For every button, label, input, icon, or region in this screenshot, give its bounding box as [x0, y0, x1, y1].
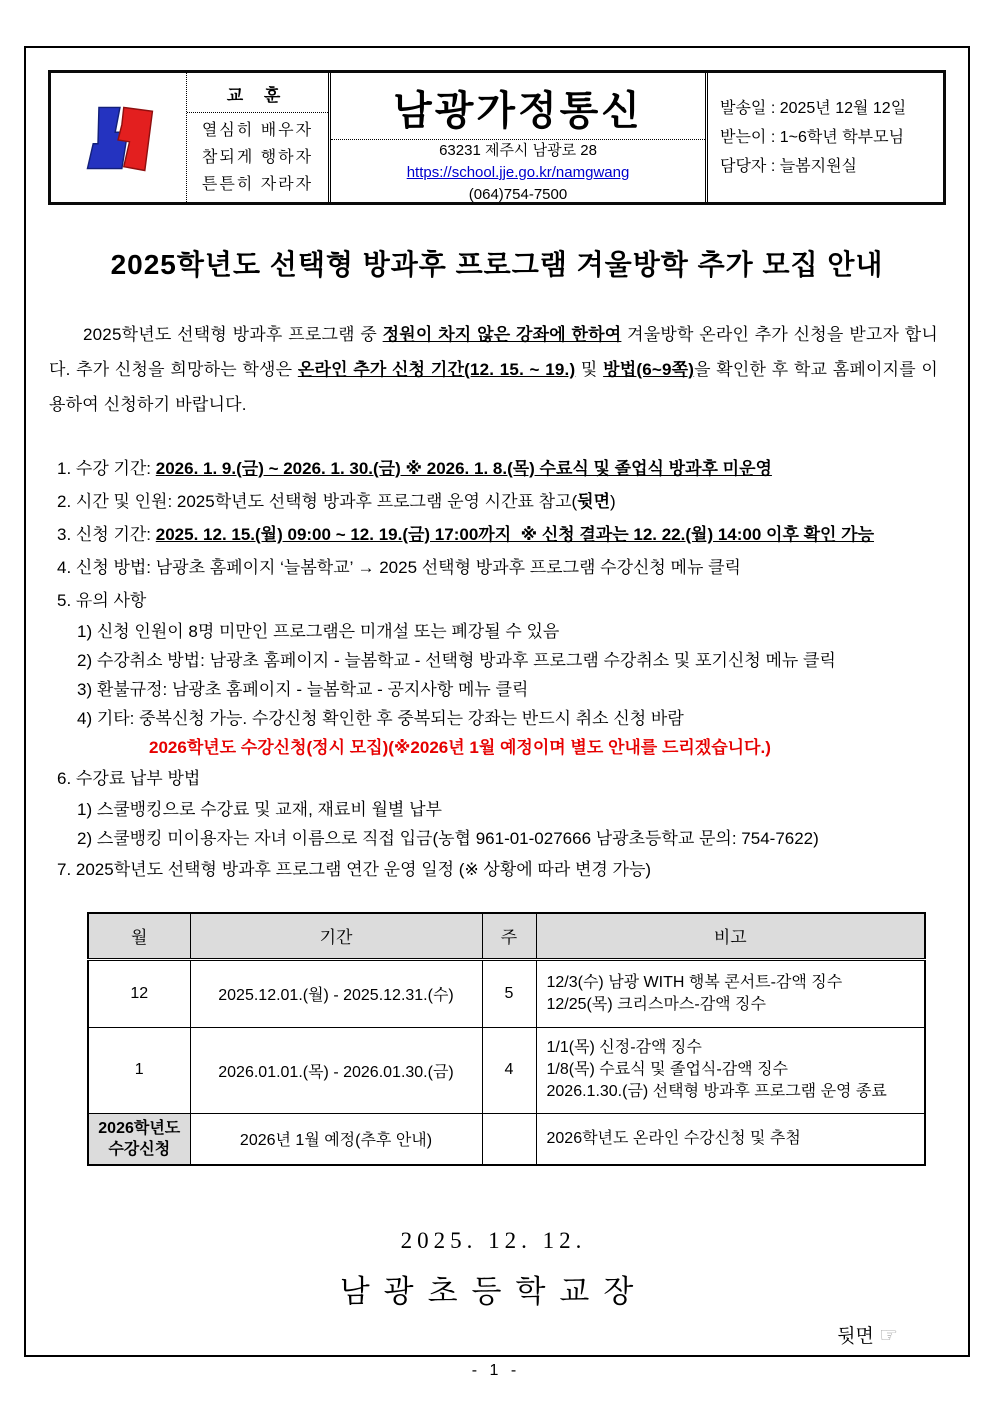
col-header-weeks: 주	[482, 913, 536, 959]
month-line: 2026학년도	[98, 1119, 181, 1137]
page-border	[24, 46, 970, 1357]
list-item-5-red-notice: 2026학년도 수강신청(정시 모집)(※2026년 1월 예정이며 별도 안내를 드리겠습니다.)	[149, 738, 771, 757]
document-body	[26, 317, 968, 1348]
table-row	[88, 1027, 925, 1113]
list-item-5-2: 2) 수강취소 방법: 남광초 홈페이지 - 늘봄학교 - 선택형 방과후 프로그램 수강취소 및 포기신청 메뉴 클릭	[77, 651, 836, 670]
table-header-row	[88, 913, 925, 959]
masthead-info-cell	[705, 73, 943, 202]
schedule-table	[87, 912, 926, 1166]
list-item-5-1: 1) 신청 인원이 8명 미만인 프로그램은 미개설 또는 폐강될 수 있음	[77, 622, 560, 641]
page-number: - 1 -	[471, 1362, 521, 1379]
list-item-3	[49, 518, 938, 551]
notice-list	[49, 452, 938, 886]
intro-emphasis: 방법(6~9쪽)	[603, 360, 695, 379]
month-cell	[88, 1113, 190, 1165]
notes-cell	[536, 1027, 925, 1113]
note-line: 12/3(수) 남광 WITH 행복 콘서트-감액 징수	[546, 973, 843, 991]
note-line: 2026학년도 온라인 수강신청 및 추첨	[546, 1129, 801, 1147]
newsletter-contact	[331, 140, 705, 206]
weeks-cell: 5	[482, 959, 536, 1027]
month-cell: 12	[88, 959, 190, 1027]
list-item-5-3: 3) 환불규정: 남광초 홈페이지 - 늘봄학교 - 공지사항 메뉴 클릭	[77, 680, 529, 699]
masthead-logo-cell	[51, 73, 186, 202]
notes-cell	[536, 1113, 925, 1165]
motto-lines	[187, 113, 328, 202]
masthead	[48, 70, 946, 205]
pointing-hand-icon: ☞	[879, 1324, 898, 1347]
list-item-6: 6. 수강료 납부 방법	[57, 769, 201, 788]
list-item-2	[49, 485, 938, 518]
list-item-5-4: 4) 기타: 중복신청 가능. 수강신청 확인한 후 중복되는 강좌는 반드시 취소 신청 바람	[77, 709, 684, 728]
note-line: 1/8(목) 수료식 및 졸업식-감액 징수	[546, 1061, 788, 1078]
list-item-6-1: 1) 스쿨뱅킹으로 수강료 및 교재, 재료비 월별 납부	[77, 800, 442, 819]
back-side-label: 뒷면	[837, 1326, 874, 1347]
month-cell: 1	[88, 1027, 190, 1113]
item-emphasis: 2025. 12. 15.(월) 09:00 ~ 12. 19.(금) 17:00까지 ※ 신청 결과는 12. 22.(월) 14:00 이후 확인 가능	[155, 525, 875, 544]
masthead-motto-cell	[186, 73, 328, 202]
note-line: 1/1(목) 신정-감액 징수	[546, 1039, 702, 1056]
item-label: 2. 시간 및 인원: 2025학년도 선택형 방과후 프로그램 운영 시간표 참고(	[57, 492, 578, 511]
period-cell: 2026년 1월 예정(추후 안내)	[190, 1113, 482, 1165]
weeks-cell	[482, 1113, 536, 1165]
recipient: 받는이 : 1~6학년 학부모님	[720, 129, 905, 146]
intro-text: 및	[575, 360, 604, 379]
list-item-5: 5. 유의 사항	[57, 591, 147, 610]
list-item-6-2: 2) 스쿨뱅킹 미이용자는 자녀 이름으로 직접 입금(농협 961-01-027666 남광초등학교 문의: 754-7622)	[77, 829, 819, 848]
item-emphasis: 2026. 1. 9.(금) ~ 2026. 1. 30.(금) ※ 2026. 1. 8.(목) 수료식 및 졸업식 방과후 미운영	[155, 459, 772, 478]
intro-text: 2025학년도 선택형 방과후 프로그램 중	[83, 325, 383, 344]
note-line: 2026.1.30.(금) 선택형 방과후 프로그램 운영 종료	[546, 1083, 887, 1100]
signature-principal: 남광초등학교장	[339, 1274, 648, 1309]
intro-emphasis: 정원이 차지 않은 강좌에 한하여	[382, 325, 622, 344]
intro-text: 을 확인한 후 학교 홈페이지를 이용하여 신청하기 바랍니다.	[49, 360, 939, 414]
item-text: )	[610, 492, 616, 511]
period-cell: 2026.01.01.(목) - 2026.01.30.(금)	[190, 1027, 482, 1113]
list-item-4: 4. 신청 방법: 남광초 홈페이지 ‘늘봄학교’ → 2025 선택형 방과후 프로그램 수강신청 메뉴 클릭	[57, 558, 741, 577]
newsletter-title: 남광가정통신	[331, 73, 705, 140]
table-row	[88, 959, 925, 1027]
col-header-period: 기간	[190, 913, 482, 959]
intro-emphasis: 온라인 추가 신청 기간(12. 15. ~ 19.)	[297, 360, 576, 379]
school-website-link[interactable]: https://school.jje.go.kr/namgwang	[406, 164, 630, 181]
col-header-notes: 비고	[536, 913, 925, 959]
list-item-7: 7. 2025학년도 선택형 방과후 프로그램 연간 운영 일정 (※ 상황에 따라 변경 가능)	[57, 860, 652, 879]
list-item-1	[49, 452, 938, 485]
send-date: 발송일 : 2025년 12월 12일	[720, 100, 907, 117]
month-line: 수강신청	[108, 1140, 171, 1158]
weeks-cell: 4	[482, 1027, 536, 1113]
period-cell: 2025.12.01.(월) - 2025.12.31.(수)	[190, 959, 482, 1027]
notes-cell	[536, 959, 925, 1027]
item-label: 1. 수강 기간:	[57, 459, 156, 478]
school-logo-icon	[76, 98, 162, 178]
intro-paragraph	[49, 317, 938, 422]
table-row	[88, 1113, 925, 1165]
signature-date: 2025. 12. 12.	[400, 1228, 587, 1253]
note-line: 12/25(목) 크리스마스-감액 징수	[546, 995, 766, 1013]
motto-title: 교 훈	[187, 73, 328, 113]
masthead-title-cell	[328, 73, 705, 202]
school-address: 63231 제주시 남광로 28	[439, 142, 597, 159]
item-bold: 뒷면	[577, 492, 611, 511]
back-side-note	[49, 1321, 938, 1348]
intro-text: 겨울방학 온라인 추가 신청을 받고자 합니다. 추가 신청을 희망하는 학생은	[49, 325, 938, 379]
motto-line: 열심히 배우자	[201, 122, 314, 139]
motto-line: 튼튼히 자라자	[201, 176, 314, 193]
item-label: 3. 신청 기간:	[57, 525, 156, 544]
motto-line: 참되게 행하자	[201, 149, 314, 166]
school-phone: (064)754-7500	[468, 186, 568, 203]
col-header-month: 월	[88, 913, 190, 959]
manager: 담당자 : 늘봄지원실	[720, 158, 857, 175]
page-title: 2025학년도 선택형 방과후 프로그램 겨울방학 추가 모집 안내	[110, 249, 884, 280]
